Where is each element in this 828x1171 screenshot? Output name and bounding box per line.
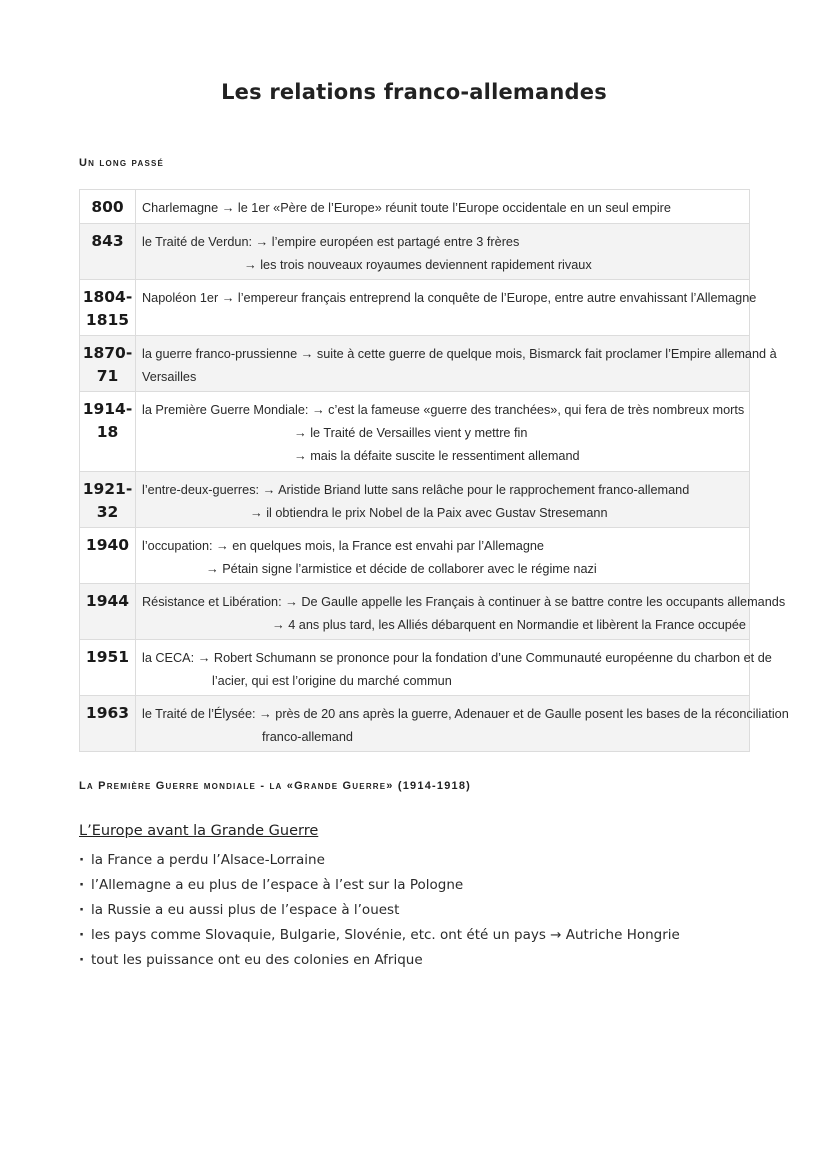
year-cell: 1940 — [80, 528, 136, 584]
table-row — [80, 696, 750, 752]
event-line: → mais la défaite suscite le ressentiment allemand — [294, 449, 580, 463]
table-row — [80, 336, 750, 392]
event-line: Napoléon 1er → l’empereur français entreprend la conquête de l’Europe, entre autre envahissant l’Allemagne — [142, 291, 757, 305]
event-line: la Première Guerre Mondiale: → c’est la fameuse «guerre des tranchées», qui fera de très nombreux morts — [142, 403, 745, 417]
year-cell: 1921-32 — [80, 472, 136, 528]
event-line: l’occupation: → en quelques mois, la France est envahi par l’Allemagne — [142, 539, 544, 553]
list-item — [79, 873, 680, 898]
event-line: la CECA: → Robert Schumann se prononce pour la fondation d’une Communauté européenne du charbon et de — [142, 651, 772, 665]
year-cell: 1914-18 — [80, 392, 136, 472]
bullet-dot-icon: · — [79, 852, 85, 868]
event-cell — [136, 224, 750, 280]
bullet-list — [79, 848, 680, 973]
year-cell: 843 — [80, 224, 136, 280]
table-row — [80, 584, 750, 640]
event-line: Versailles — [142, 370, 197, 384]
list-item-text: les pays comme Slovaquie, Bulgarie, Slovénie, etc. ont été un pays → Autriche Hongrie — [91, 927, 680, 943]
event-line: → 4 ans plus tard, les Alliés débarquent en Normandie et libèrent la France occupée — [272, 618, 746, 632]
table-row — [80, 190, 750, 224]
event-line: → les trois nouveaux royaumes deviennent rapidement rivaux — [244, 258, 592, 272]
year-cell: 1804-1815 — [80, 280, 136, 336]
bullet-dot-icon: · — [79, 927, 85, 943]
bullet-dot-icon: · — [79, 877, 85, 893]
year-cell: 1870-71 — [80, 336, 136, 392]
event-cell — [136, 280, 757, 336]
event-cell — [136, 392, 750, 472]
subsection-title: L’Europe avant la Grande Guerre — [79, 823, 319, 839]
table-row — [80, 392, 750, 472]
table-row — [80, 280, 750, 336]
list-item-text: la Russie a eu aussi plus de l’espace à l’ouest — [91, 902, 400, 918]
timeline-table — [79, 189, 789, 752]
year-cell: 1963 — [80, 696, 136, 752]
list-item — [79, 898, 680, 923]
list-item — [79, 848, 680, 873]
event-cell — [136, 640, 772, 696]
event-cell — [136, 584, 786, 640]
page-title: Les relations franco-allemandes — [221, 80, 607, 104]
event-line: le Traité de l’Élysée: → près de 20 ans après la guerre, Adenauer et de Gaulle posent les bases de la réconciliation — [142, 707, 789, 721]
bullet-dot-icon: · — [79, 902, 85, 918]
table-row — [80, 528, 750, 584]
list-item — [79, 948, 680, 973]
table-row — [80, 472, 750, 528]
event-line: franco-allemand — [262, 730, 353, 744]
table-row — [80, 224, 750, 280]
event-line: l’entre-deux-guerres: → Aristide Briand lutte sans relâche pour le rapprochement franco-allemand — [142, 483, 690, 497]
year-cell: 1951 — [80, 640, 136, 696]
list-item-text: l’Allemagne a eu plus de l’espace à l’est sur la Pologne — [91, 877, 464, 893]
table-row — [80, 640, 750, 696]
section-heading-grande-guerre: La Première Guerre mondiale - la «Grande Guerre» (1914-1918) — [79, 780, 472, 792]
event-cell — [136, 472, 750, 528]
year-cell: 800 — [80, 190, 136, 224]
event-cell — [136, 528, 750, 584]
list-item-text: tout les puissance ont eu des colonies en Afrique — [91, 952, 423, 968]
event-line: → le Traité de Versailles vient y mettre fin — [294, 426, 528, 440]
event-line: Résistance et Libération: → De Gaulle appelle les Français à continuer à se battre contre les occupants allemands — [142, 595, 786, 609]
year-cell: 1944 — [80, 584, 136, 640]
event-line: → il obtiendra le prix Nobel de la Paix avec Gustav Stresemann — [250, 506, 608, 520]
event-line: le Traité de Verdun: → l’empire européen est partagé entre 3 frères — [142, 235, 520, 249]
event-cell — [136, 696, 789, 752]
bullet-dot-icon: · — [79, 952, 85, 968]
event-line: la guerre franco-prussienne → suite à cette guerre de quelque mois, Bismarck fait proclamer l’Empire allemand à — [142, 347, 777, 361]
event-line: → Pétain signe l’armistice et décide de collaborer avec le régime nazi — [206, 562, 597, 576]
event-line: Charlemagne → le 1er «Père de l’Europe» réunit toute l’Europe occidentale en un seul empire — [142, 201, 671, 215]
list-item-text: la France a perdu l’Alsace-Lorraine — [91, 852, 325, 868]
event-cell — [136, 190, 750, 224]
section-heading-long-passe: Un long passé — [79, 157, 165, 169]
list-item — [79, 923, 680, 948]
event-line: l’acier, qui est l’origine du marché commun — [212, 674, 452, 688]
event-cell — [136, 336, 777, 392]
